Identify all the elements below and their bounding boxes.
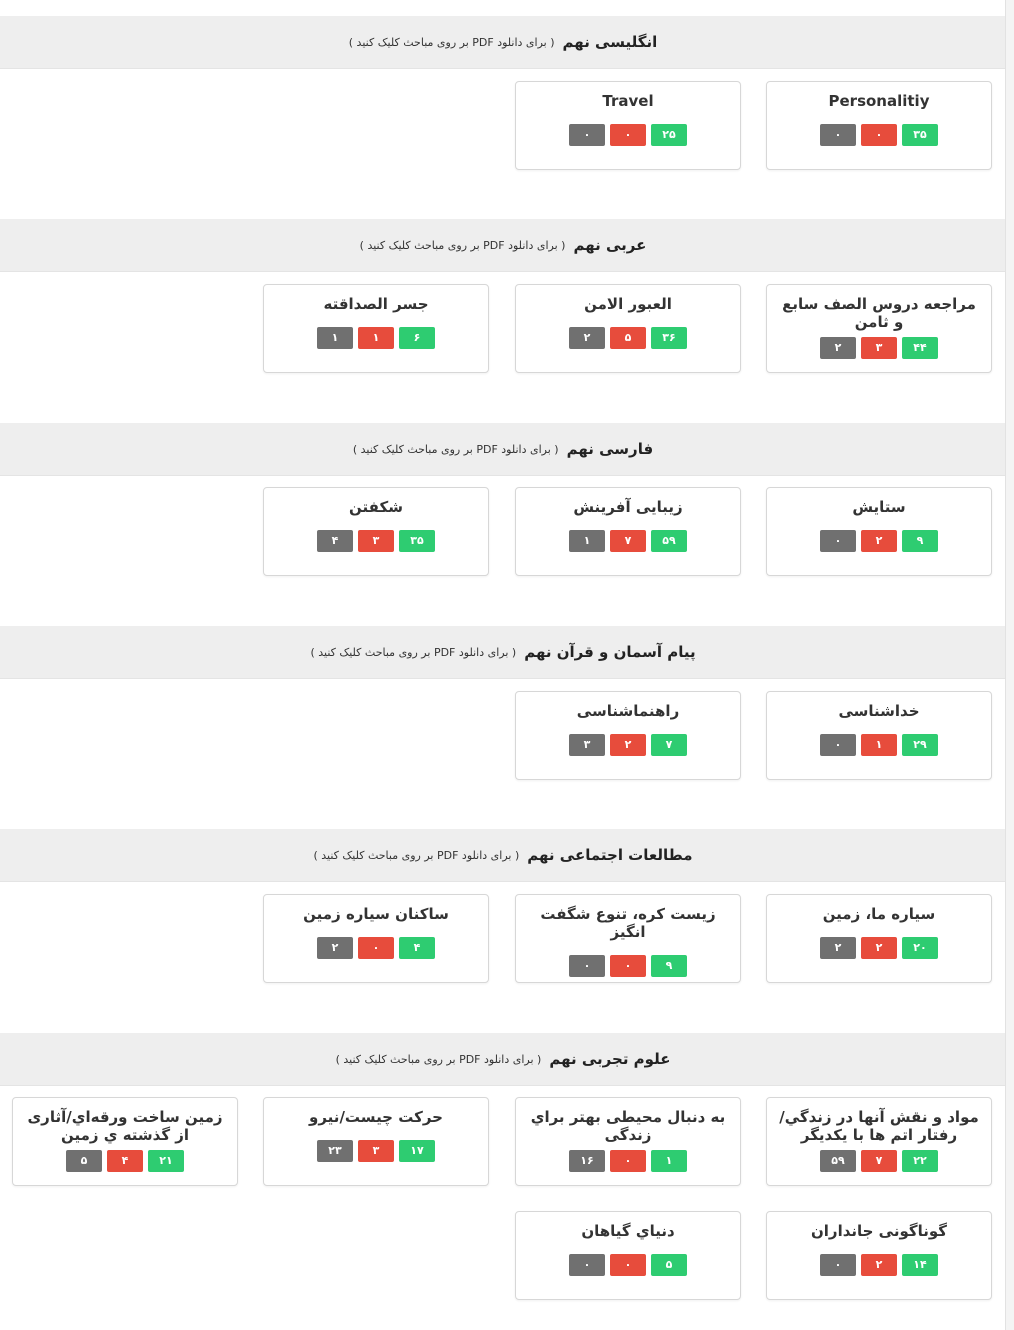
section-title: فارسی نهم: [566, 440, 654, 458]
topic-stats: [276, 327, 476, 349]
topic-stats: [276, 937, 476, 959]
topic-title[interactable]: جسر الصداقته: [323, 295, 429, 313]
section-header: [0, 626, 1006, 679]
topic-stats: [779, 124, 979, 146]
wrong-count-badge: ۰: [610, 955, 646, 977]
topic-title[interactable]: مراجعه دروس الصف سابع و ثامن: [782, 295, 976, 331]
topic-stats: [528, 530, 728, 552]
topic-stats: [528, 124, 728, 146]
topic-stats: [779, 530, 979, 552]
blank-count-badge: ۵۹: [820, 1150, 856, 1172]
topic-stats: [779, 1150, 979, 1172]
section-hint: ( برای دانلود PDF بر روی مباحث کلیک کنید ): [313, 848, 520, 862]
section-header: [0, 16, 1006, 69]
topic-stats: [25, 1150, 225, 1172]
section-title: عربی نهم: [573, 236, 647, 254]
correct-count-badge: ۷: [651, 734, 687, 756]
correct-count-badge: ۲۵: [651, 124, 687, 146]
blank-count-badge: ۲: [820, 337, 856, 359]
topic-title[interactable]: زیبایی آفرینش: [573, 498, 683, 516]
section-persian: [0, 423, 1006, 595]
topic-card[interactable]: [263, 1097, 489, 1186]
section-title: علوم تجربی نهم: [549, 1050, 671, 1068]
section-title: پیام آسمان و قرآن نهم: [524, 643, 696, 661]
topic-card[interactable]: [515, 691, 741, 780]
topic-card[interactable]: [766, 487, 992, 576]
topic-card[interactable]: [766, 81, 992, 170]
topic-stats: [528, 955, 728, 977]
correct-count-badge: ۲۲: [902, 1150, 938, 1172]
correct-count-badge: ۲۱: [148, 1150, 184, 1172]
topic-title[interactable]: شکفتن: [349, 498, 403, 516]
topic-title[interactable]: العبور الامن: [584, 295, 672, 313]
section-hint: ( برای دانلود PDF بر روی مباحث کلیک کنید ): [359, 238, 566, 252]
topic-stats: [528, 734, 728, 756]
topic-title[interactable]: گوناگونی جانداران: [810, 1222, 947, 1240]
section-header: [0, 219, 1006, 272]
blank-count-badge: ۰: [820, 530, 856, 552]
topic-card[interactable]: [515, 284, 741, 373]
correct-count-badge: ۱۴: [902, 1254, 938, 1276]
correct-count-badge: ۳۵: [399, 530, 435, 552]
blank-count-badge: ۲۳: [317, 1140, 353, 1162]
wrong-count-badge: ۰: [610, 1150, 646, 1172]
correct-count-badge: ۱: [651, 1150, 687, 1172]
topic-title[interactable]: سیاره ما، زمین: [822, 905, 936, 923]
topic-stats: [779, 337, 979, 359]
wrong-count-badge: ۱: [861, 734, 897, 756]
blank-count-badge: ۲: [820, 937, 856, 959]
topic-card[interactable]: [12, 1097, 238, 1186]
topic-title[interactable]: ستایش: [852, 498, 906, 516]
topic-card[interactable]: [515, 81, 741, 170]
blank-count-badge: ۵: [66, 1150, 102, 1172]
blank-count-badge: ۱: [317, 327, 353, 349]
topic-title[interactable]: مواد و نقش آنها در زندگي/ رفتار اتم ها با يكديگر: [779, 1108, 979, 1144]
blank-count-badge: ۰: [569, 124, 605, 146]
topic-stats: [276, 530, 476, 552]
wrong-count-badge: ۰: [610, 124, 646, 146]
topic-card[interactable]: [766, 1211, 992, 1300]
topic-card[interactable]: [515, 487, 741, 576]
correct-count-badge: ۶: [399, 327, 435, 349]
wrong-count-badge: ۴: [107, 1150, 143, 1172]
topic-card[interactable]: [766, 1097, 992, 1186]
wrong-count-badge: ۳: [358, 1140, 394, 1162]
correct-count-badge: ۲۹: [902, 734, 938, 756]
blank-count-badge: ۲: [317, 937, 353, 959]
topic-card[interactable]: [263, 487, 489, 576]
topic-title[interactable]: به دنبال محیطی بهتر براي زندگی: [530, 1108, 726, 1144]
correct-count-badge: ۹: [902, 530, 938, 552]
topic-stats: [276, 1140, 476, 1162]
correct-count-badge: ۹: [651, 955, 687, 977]
topic-title[interactable]: زمین ساخت ورقه‌اي/آثاری از گذشته ي زمین: [27, 1108, 223, 1144]
section-hint: ( برای دانلود PDF بر روی مباحث کلیک کنید ): [352, 442, 559, 456]
section-hint: ( برای دانلود PDF بر روی مباحث کلیک کنید ): [335, 1052, 542, 1066]
topic-title[interactable]: Personalitiy: [828, 92, 930, 110]
topic-card[interactable]: [515, 1097, 741, 1186]
correct-count-badge: ۳۵: [902, 124, 938, 146]
wrong-count-badge: ۷: [610, 530, 646, 552]
blank-count-badge: ۱: [569, 530, 605, 552]
topic-card[interactable]: [766, 691, 992, 780]
topic-title[interactable]: زیست کره، تنوع شگفت انگیز: [540, 905, 716, 941]
section-hint: ( برای دانلود PDF بر روی مباحث کلیک کنید ): [310, 645, 517, 659]
topic-card[interactable]: [515, 894, 741, 983]
correct-count-badge: ۵: [651, 1254, 687, 1276]
section-hint: ( برای دانلود PDF بر روی مباحث کلیک کنید ): [348, 35, 555, 49]
wrong-count-badge: ۱: [358, 327, 394, 349]
wrong-count-badge: ۲: [610, 734, 646, 756]
blank-count-badge: ۰: [569, 955, 605, 977]
wrong-count-badge: ۵: [610, 327, 646, 349]
topic-card[interactable]: [515, 1211, 741, 1300]
blank-count-badge: ۳: [569, 734, 605, 756]
blank-count-badge: ۰: [820, 734, 856, 756]
topic-stats: [528, 1254, 728, 1276]
wrong-count-badge: ۲: [861, 937, 897, 959]
wrong-count-badge: ۰: [358, 937, 394, 959]
section-social-studies: [0, 829, 1006, 1001]
topic-stats: [528, 1150, 728, 1172]
blank-count-badge: ۲: [569, 327, 605, 349]
section-title: انگلیسی نهم: [562, 33, 658, 51]
vertical-scrollbar[interactable]: [1005, 0, 1014, 1330]
topic-card[interactable]: [766, 894, 992, 983]
section-header: [0, 1033, 1006, 1086]
correct-count-badge: ۳۶: [651, 327, 687, 349]
topic-title[interactable]: ساکنان سیاره زمین: [303, 905, 449, 923]
blank-count-badge: ۰: [820, 1254, 856, 1276]
section-header: [0, 829, 1006, 882]
topic-title[interactable]: راهنماشناسی: [576, 702, 680, 720]
topic-title[interactable]: دنیاي گیاهان: [581, 1222, 675, 1240]
wrong-count-badge: ۰: [861, 124, 897, 146]
topic-stats: [779, 1254, 979, 1276]
blank-count-badge: ۰: [820, 124, 856, 146]
wrong-count-badge: ۲: [861, 530, 897, 552]
topic-card[interactable]: [766, 284, 992, 373]
topic-title[interactable]: حرکت چیست/نیرو: [309, 1108, 443, 1126]
section-arabic: [0, 219, 1006, 391]
blank-count-badge: ۱۶: [569, 1150, 605, 1172]
section-english: [0, 16, 1006, 188]
section-science: [0, 1033, 1006, 1323]
wrong-count-badge: ۲: [861, 1254, 897, 1276]
blank-count-badge: ۰: [569, 1254, 605, 1276]
topic-stats: [779, 937, 979, 959]
correct-count-badge: ۴۴: [902, 337, 938, 359]
wrong-count-badge: ۳: [358, 530, 394, 552]
correct-count-badge: ۴: [399, 937, 435, 959]
section-quran: [0, 626, 1006, 798]
section-title: مطالعات اجتماعی نهم: [527, 846, 693, 864]
topic-title[interactable]: Travel: [602, 92, 654, 110]
correct-count-badge: ۲۰: [902, 937, 938, 959]
wrong-count-badge: ۰: [610, 1254, 646, 1276]
topic-stats: [779, 734, 979, 756]
section-header: [0, 423, 1006, 476]
topic-stats: [528, 327, 728, 349]
topic-card[interactable]: [263, 894, 489, 983]
topic-title[interactable]: خداشناسی: [838, 702, 920, 720]
wrong-count-badge: ۳: [861, 337, 897, 359]
correct-count-badge: ۱۷: [399, 1140, 435, 1162]
wrong-count-badge: ۷: [861, 1150, 897, 1172]
correct-count-badge: ۵۹: [651, 530, 687, 552]
topic-card[interactable]: [263, 284, 489, 373]
blank-count-badge: ۴: [317, 530, 353, 552]
